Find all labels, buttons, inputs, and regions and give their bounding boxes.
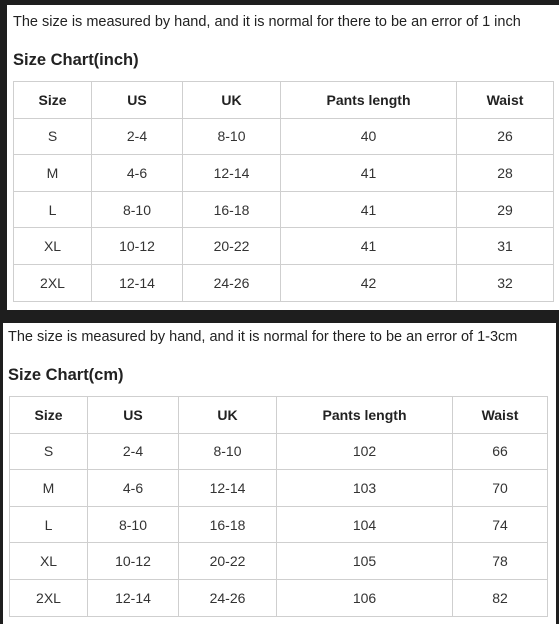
cell-us: 2-4 (88, 433, 179, 470)
inch-size-chart-panel (7, 5, 559, 310)
cell-size: S (14, 118, 92, 155)
cell-size: XL (10, 543, 88, 580)
cell-size: L (14, 191, 92, 228)
cell-us: 10-12 (88, 543, 179, 580)
table-row (14, 228, 554, 265)
cell-size: XL (14, 228, 92, 265)
cell-size: M (14, 155, 92, 192)
cell-uk: 20-22 (183, 228, 281, 265)
cell-size: S (10, 433, 88, 470)
cell-us: 2-4 (92, 118, 183, 155)
header-pants-length: Pants length (281, 82, 457, 119)
cell-uk: 8-10 (183, 118, 281, 155)
cell-uk: 16-18 (179, 506, 277, 543)
table-row (14, 118, 554, 155)
header-pants-length: Pants length (277, 397, 453, 434)
table-header-row (10, 397, 548, 434)
cell-waist: 74 (453, 506, 548, 543)
table-row (14, 155, 554, 192)
table-row (10, 579, 548, 616)
size-chart-title: Size Chart(cm) (8, 366, 124, 384)
cell-us: 8-10 (88, 506, 179, 543)
size-chart-title: Size Chart(inch) (13, 51, 139, 69)
cell-uk: 20-22 (179, 543, 277, 580)
cell-waist: 70 (453, 470, 548, 507)
cell-pants-length: 105 (277, 543, 453, 580)
table-row (10, 543, 548, 580)
table-row (14, 264, 554, 301)
cell-size: 2XL (10, 579, 88, 616)
cell-waist: 78 (453, 543, 548, 580)
measurement-note: The size is measured by hand, and it is normal for there to be an error of 1 inch (13, 14, 521, 30)
cell-us: 4-6 (92, 155, 183, 192)
cell-size: 2XL (14, 264, 92, 301)
cell-pants-length: 106 (277, 579, 453, 616)
table-row (10, 433, 548, 470)
cell-size: M (10, 470, 88, 507)
header-us: US (92, 82, 183, 119)
cell-pants-length: 41 (281, 228, 457, 265)
cell-uk: 12-14 (179, 470, 277, 507)
cell-waist: 82 (453, 579, 548, 616)
cell-pants-length: 103 (277, 470, 453, 507)
cell-uk: 24-26 (183, 264, 281, 301)
cell-waist: 66 (453, 433, 548, 470)
cell-waist: 28 (457, 155, 554, 192)
header-waist: Waist (453, 397, 548, 434)
cell-pants-length: 41 (281, 191, 457, 228)
header-size: Size (10, 397, 88, 434)
cell-waist: 31 (457, 228, 554, 265)
table-row (10, 506, 548, 543)
cell-waist: 32 (457, 264, 554, 301)
header-waist: Waist (457, 82, 554, 119)
cm-size-chart-panel (3, 323, 556, 624)
measurement-note: The size is measured by hand, and it is normal for there to be an error of 1-3cm (8, 329, 518, 345)
cell-pants-length: 42 (281, 264, 457, 301)
cell-us: 10-12 (92, 228, 183, 265)
cell-uk: 8-10 (179, 433, 277, 470)
cell-waist: 29 (457, 191, 554, 228)
header-uk: UK (179, 397, 277, 434)
cell-pants-length: 104 (277, 506, 453, 543)
header-uk: UK (183, 82, 281, 119)
cell-pants-length: 41 (281, 155, 457, 192)
cell-pants-length: 40 (281, 118, 457, 155)
cell-uk: 24-26 (179, 579, 277, 616)
table-header-row (14, 82, 554, 119)
cell-uk: 16-18 (183, 191, 281, 228)
cell-us: 8-10 (92, 191, 183, 228)
header-size: Size (14, 82, 92, 119)
cell-waist: 26 (457, 118, 554, 155)
cell-us: 4-6 (88, 470, 179, 507)
cell-size: L (10, 506, 88, 543)
table-row (14, 191, 554, 228)
header-us: US (88, 397, 179, 434)
cell-us: 12-14 (88, 579, 179, 616)
cell-pants-length: 102 (277, 433, 453, 470)
cell-uk: 12-14 (183, 155, 281, 192)
size-table-cm (9, 396, 548, 617)
cell-us: 12-14 (92, 264, 183, 301)
table-row (10, 470, 548, 507)
size-table-inch (13, 81, 554, 302)
